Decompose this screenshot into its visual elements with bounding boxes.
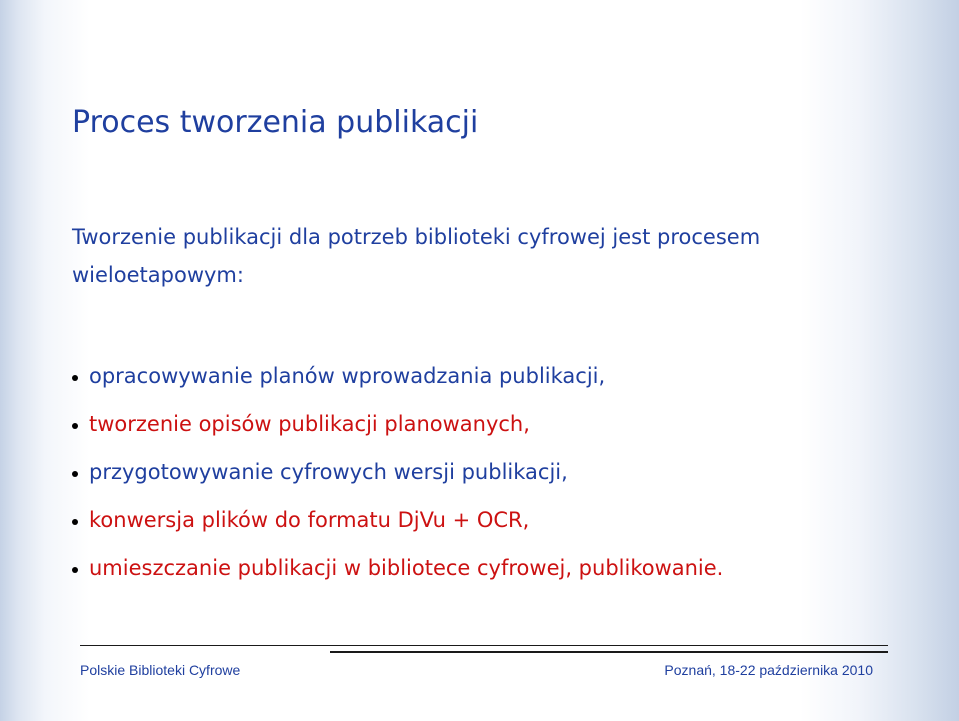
bullet-item: [70, 547, 723, 595]
footer-organization: Polskie Biblioteki Cyfrowe: [80, 662, 241, 678]
bullet-text: opracowywanie planów wprowadzania publikacji,: [89, 364, 606, 388]
bullet-item: [70, 499, 723, 547]
bullet-text: umieszczanie publikacji w bibliotece cyfrowej, publikowanie.: [89, 556, 724, 580]
bullet-text: konwersja plików do formatu DjVu + OCR,: [89, 508, 530, 532]
slide-title: Proces tworzenia publikacji: [72, 105, 479, 140]
bullet-dot-icon: [72, 567, 78, 573]
bullet-text: tworzenie opisów publikacji planowanych,: [89, 412, 530, 436]
bullet-item: [70, 355, 723, 403]
bullet-dot-icon: [72, 519, 78, 525]
bullet-text: przygotowywanie cyfrowych wersji publikacji,: [89, 460, 568, 484]
bullet-dot-icon: [72, 375, 78, 381]
intro-text: Tworzenie publikacji dla potrzeb biblioteki cyfrowej jest procesem wieloetapowym:: [72, 225, 761, 287]
footer-date-location: Poznań, 18-22 października 2010: [664, 662, 873, 678]
bullet-dot-icon: [72, 423, 78, 429]
bullet-dot-icon: [72, 471, 78, 477]
footer-divider: [80, 645, 888, 646]
bullet-item: [70, 403, 723, 451]
bullet-item: [70, 451, 723, 499]
footer-divider-thick: [330, 651, 888, 653]
bullet-list: [70, 355, 723, 595]
